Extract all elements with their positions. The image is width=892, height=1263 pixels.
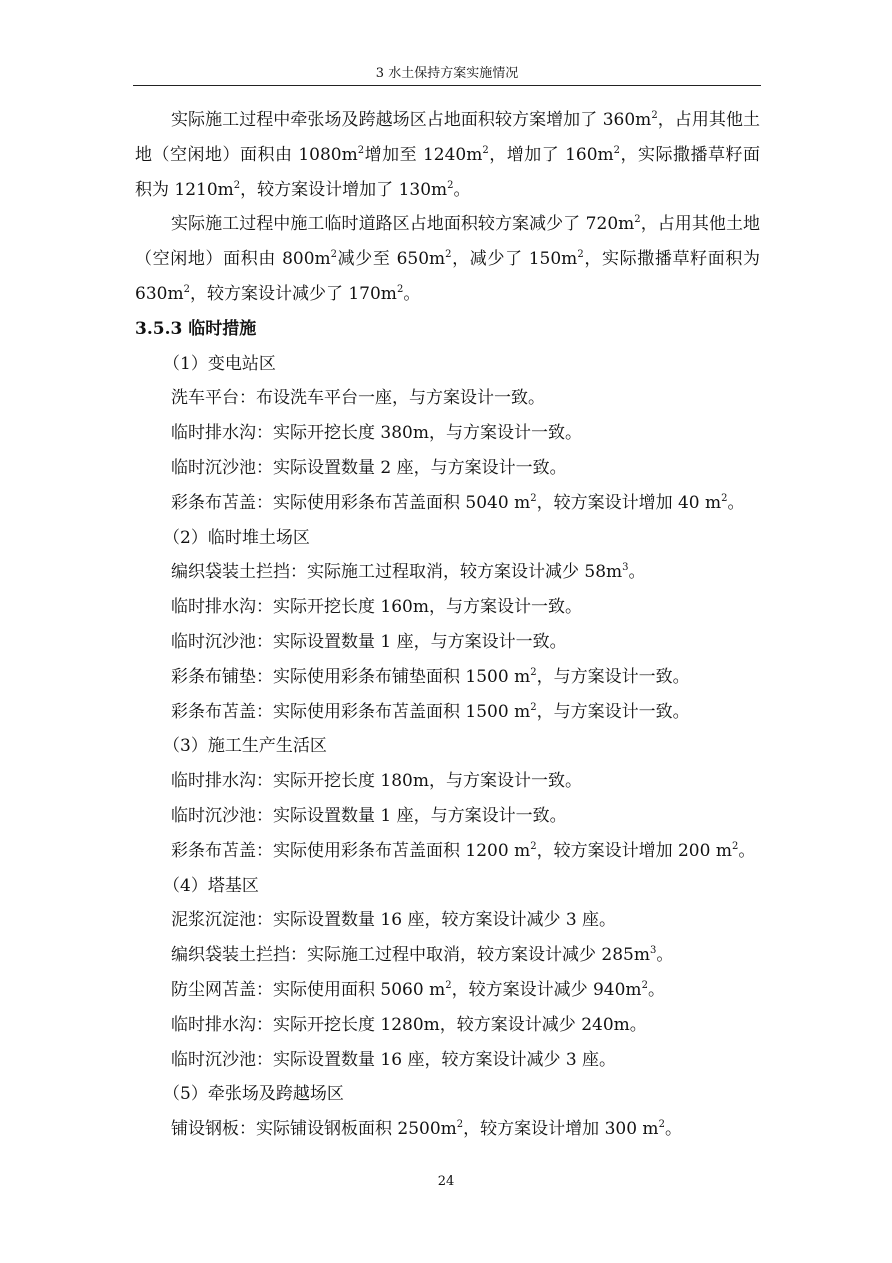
list-item: 临时排水沟：实际开挖长度 160m，与方案设计一致。 (171, 597, 582, 618)
list-item: 彩条布苫盖：实际使用彩条布苫盖面积 1500 $m^2$，与方案设计一致。 (171, 701, 690, 722)
section-heading: 3.5.3 临时措施 (135, 318, 257, 339)
subsection-title: （1）变电站区 (163, 353, 276, 374)
list-item: 彩条布铺垫：实际使用彩条布铺垫面积 1500 $m^2$，与方案设计一致。 (171, 666, 690, 687)
paragraph-temporary-road: 实际施工过程中施工临时道路区占地面积较方案减少了 $720m^2$，占用其他土地（空闲地）面积由 $800m^2$减少至 $650m^2$，减少了 $150m^2$，实际撒播草籽面积为 $630m^2$，较方案设计减少了 $170m^2$。 (135, 214, 760, 304)
list-item: 临时沉沙池：实际设置数量 2 座，与方案设计一致。 (171, 457, 567, 478)
subsection-title: （3）施工生产生活区 (163, 736, 327, 757)
list-item: 临时沉沙池：实际设置数量 16 座，较方案设计减少 3 座。 (171, 1049, 617, 1070)
list-item: 泥浆沉淀池：实际设置数量 16 座，较方案设计减少 3 座。 (171, 910, 617, 931)
list-item: 编织袋装土拦挡：实际施工过程中取消，较方案设计减少 $285m^3$。 (171, 945, 674, 966)
list-item: 临时排水沟：实际开挖长度 180m，与方案设计一致。 (171, 771, 582, 792)
list-item: 铺设钢板：实际铺设钢板面积 $2500m^2$，较方案设计增加 300 $m^2$。 (171, 1119, 682, 1140)
subsection-title: （2）临时堆土场区 (163, 527, 310, 548)
header-rule (133, 85, 761, 86)
list-item: 防尘网苫盖：实际使用面积 5060 $m^2$，较方案设计减少 $940m^2$。 (171, 979, 665, 1000)
page-body (135, 103, 760, 1147)
subsection-title: （5）牵张场及跨越场区 (163, 1084, 344, 1105)
list-item: 编织袋装土拦挡：实际施工过程取消，较方案设计减少 $58m^3$。 (171, 562, 646, 583)
paragraph-tensioning-site: 实际施工过程中牵张场及跨越场区占地面积较方案增加了 $360m^2$，占用其他土地（空闲地）面积由 $1080m^2$增加至 $1240m^2$，增加了 $160m^2$，实际撒播草籽面积为 $1210m^2$，较方案设计增加了 $130m^2$。 (135, 110, 760, 200)
page-number: 24 (437, 1174, 455, 1189)
list-item: 临时排水沟：实际开挖长度 380m，与方案设计一致。 (171, 423, 582, 444)
subsection-title: （4）塔基区 (163, 875, 259, 896)
running-header: 3 水土保持方案实施情况 (375, 66, 519, 81)
list-item: 彩条布苫盖：实际使用彩条布苫盖面积 1200 $m^2$，较方案设计增加 200 $m^2$。 (171, 840, 756, 861)
list-item: 临时沉沙池：实际设置数量 1 座，与方案设计一致。 (171, 805, 567, 826)
list-item: 临时沉沙池：实际设置数量 1 座，与方案设计一致。 (171, 631, 567, 652)
list-item: 临时排水沟：实际开挖长度 1280m，较方案设计减少 240m。 (171, 1014, 647, 1035)
list-item: 洗车平台：布设洗车平台一座，与方案设计一致。 (171, 388, 545, 409)
list-item: 彩条布苫盖：实际使用彩条布苫盖面积 5040 $m^2$，较方案设计增加 40 $m^2$。 (171, 492, 745, 513)
